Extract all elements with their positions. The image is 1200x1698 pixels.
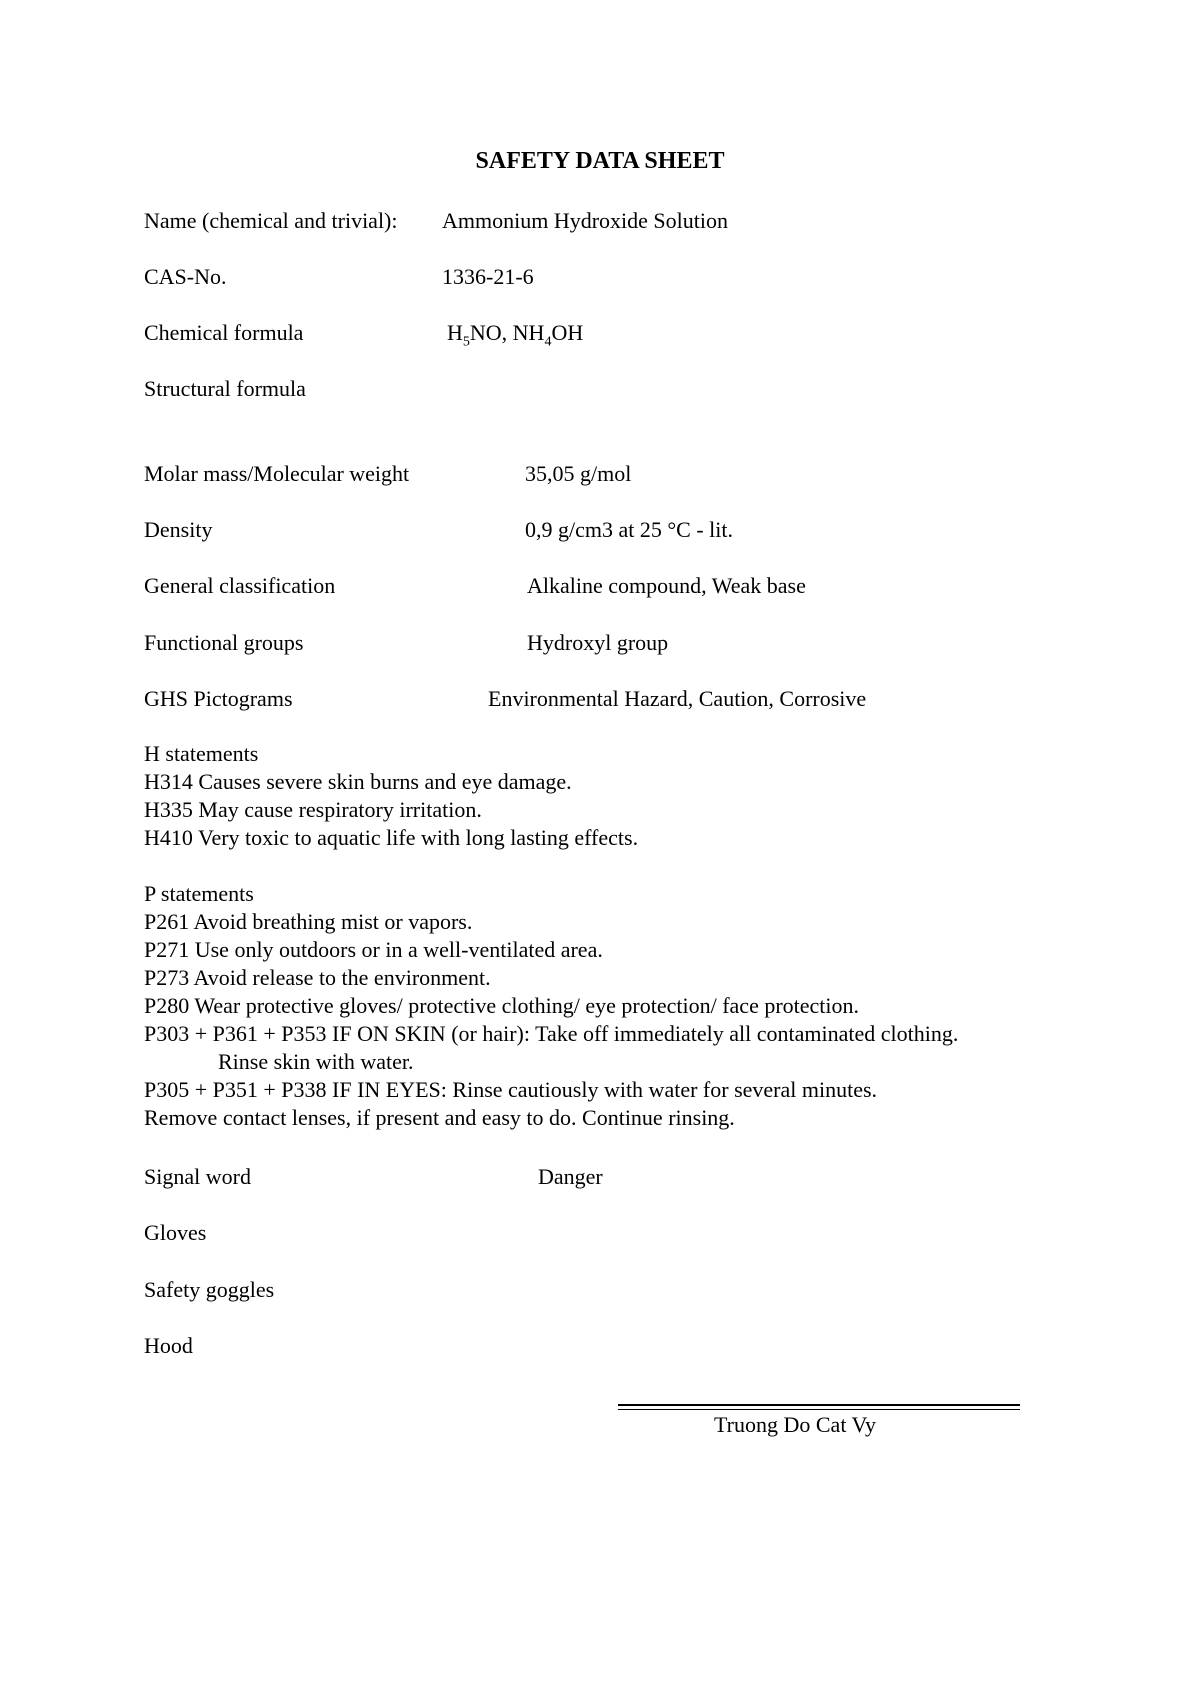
signal-word-value: Danger xyxy=(538,1164,603,1189)
functional-groups-value: Hydroxyl group xyxy=(527,630,669,655)
gloves-label: Gloves xyxy=(144,1220,207,1245)
name-label: Name (chemical and trivial): xyxy=(144,208,398,233)
cas-label: CAS-No. xyxy=(144,264,227,289)
safety-goggles-label: Safety goggles xyxy=(144,1277,275,1302)
p-statement: P280 Wear protective gloves/ protective clothing/ eye protection/ face protection. xyxy=(144,993,860,1018)
h-statements-heading: H statements xyxy=(144,741,259,766)
density-value: 0,9 g/cm3 at 25 °C - lit. xyxy=(525,517,734,542)
molar-mass-label: Molar mass/Molecular weight xyxy=(144,461,410,486)
ghs-pictograms-value: Environmental Hazard, Caution, Corrosive xyxy=(488,686,867,711)
classification-value: Alkaline compound, Weak base xyxy=(527,573,806,598)
structural-formula-label: Structural formula xyxy=(144,376,306,401)
molar-mass-value: 35,05 g/mol xyxy=(525,461,632,486)
p-statement: P273 Avoid release to the environment. xyxy=(144,965,491,990)
p-statements-block xyxy=(144,880,958,1132)
signal-word-label: Signal word xyxy=(144,1164,251,1189)
h-statements-block xyxy=(144,740,638,852)
name-value: Ammonium Hydroxide Solution xyxy=(442,208,728,233)
h-statement: H314 Causes severe skin burns and eye damage. xyxy=(144,769,572,794)
cas-value: 1336-21-6 xyxy=(442,264,534,289)
chemical-formula-label: Chemical formula xyxy=(144,320,304,345)
density-label: Density xyxy=(144,517,213,542)
p-statement: P303 + P361 + P353 IF ON SKIN (or hair): Take off immediately all contaminated clothing. xyxy=(144,1021,959,1046)
p-statement: P305 + P351 + P338 IF IN EYES: Rinse cautiously with water for several minutes. xyxy=(144,1077,878,1102)
document-title: SAFETY DATA SHEET xyxy=(475,148,725,174)
p-statement-continuation: Remove contact lenses, if present and easy to do. Continue rinsing. xyxy=(144,1105,735,1130)
p-statement: P271 Use only outdoors or in a well-ventilated area. xyxy=(144,937,603,962)
chemical-formula-value: $H_5NO$, $NH_4OH$ xyxy=(447,320,584,350)
signature-line xyxy=(618,1404,1020,1410)
signature-name: Truong Do Cat Vy xyxy=(714,1412,876,1437)
hood-label: Hood xyxy=(144,1333,193,1358)
p-statement: P261 Avoid breathing mist or vapors. xyxy=(144,909,473,934)
functional-groups-label: Functional groups xyxy=(144,630,304,655)
classification-label: General classification xyxy=(144,573,336,598)
p-statements-heading: P statements xyxy=(144,881,254,906)
ghs-pictograms-label: GHS Pictograms xyxy=(144,686,293,711)
h-statement: H335 May cause respiratory irritation. xyxy=(144,797,482,822)
p-statement-continuation: Rinse skin with water. xyxy=(218,1049,414,1074)
h-statement: H410 Very toxic to aquatic life with long lasting effects. xyxy=(144,825,639,850)
